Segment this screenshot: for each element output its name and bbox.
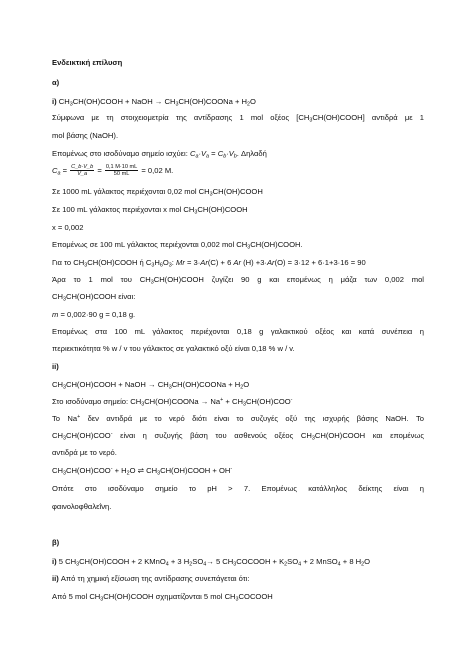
fraction-values: $\frac{0,1 M\cdot 10 mL}{50 mL}$ <box>105 164 138 178</box>
part-b-ii-line: ii) Από τη χημική εξίσωση της αντίδρασης συνεπάγεται ότι: <box>52 574 250 583</box>
heading: Ενδεικτική επίλυση <box>52 58 123 67</box>
line-content-2: περιεκτικότητα % w / v του γάλακτος σε γαλακτικό οξύ είναι 0,18 % w / v. <box>52 344 295 353</box>
line-moles-result: Επομένως σε 100 mL γάλακτος περιέχονται 0,002 mol $CH_3CH(OH)COOH$. <box>52 240 303 251</box>
line-mass-intro: $CH_3CH(OH)COOH$ είναι: <box>52 292 136 303</box>
equivalence-point-line: Επομένως στο ισοδύναμο σημείο ισχύει: $C_a\cdot V_a = C_b\cdot V_b$. Δηλαδή <box>52 149 267 160</box>
fraction-formula: $\frac{C\_b\cdot V\_b}{V\_a}$ <box>71 164 94 178</box>
line-mass-1mol: Άρα το 1 mol του $CH_3CH(OH)COOH$ ζυγίζει 90 g και επομένως η μάζα των 0,002 mol <box>52 275 424 286</box>
line-1000ml: Σε 1000 mL γάλακτος περιέχονται 0,02 mol $CH_3CH(OH)COOH$ <box>52 187 263 198</box>
conjugate-base-explanation: $CH_3CH(OH)COO^-$ είναι η συζυγής βάση του ασθενούς οξέος $CH_3CH(OH)COOH$ και επομένως <box>52 431 424 442</box>
line-molar-mass: Για το $CH_3CH(OH)COOH$ ή $C_3H_6O_3$: Mr = 3·Ar(C) + 6 Ar (H) +3·Ar(O) = 3·12 + 6·1+3·16 = 90 <box>52 258 366 269</box>
line-100ml: Σε 100 mL γάλακτος περιέχονται x mol $CH_3CH(OH)COOH$ <box>52 205 248 216</box>
sodium-explanation: Το Na+ δεν αντιδρά με το νερό διότι είναι το συζυγές οξύ της ισχυρής βάσης NaOH. Το <box>52 414 424 423</box>
part-a-ii-label: ii) <box>52 362 59 371</box>
redox-reaction: i) 5 $CH_3CH(OH)COOH + 2$ KMnO$_4$ + 3 $H_2SO_4\to 5$ $CH_3COCOOH + K_2SO_4 + 2$ MnSO$_4$ + 8 $H_2O$ <box>52 557 371 568</box>
part-b-label: β) <box>52 538 60 547</box>
hydrolysis-equilibrium: $CH_3CH(OH)COO^- + H_2O$ ⇌ $CH_3CH(OH)COOH + OH^-$ <box>52 466 233 477</box>
concentration-calculation: $C_a$ = $\frac{C\_b\cdot V\_b}{V\_a}$ = $\frac{0,1 M\cdot 10 mL}{50 mL}$ = 0,02 M. <box>52 164 174 178</box>
reacts-with-water: αντιδρά με το νερό. <box>52 448 117 457</box>
pyruvic-formation-line: Από 5 mol $CH_3CH(OH)COOH$ σχηματίζονται 5 mol $CH_3COCOOH$ <box>52 592 273 603</box>
reaction-2: $CH_3CH(OH)COOH$ + NaOH → $CH_3CH(OH)COONa + H_2O$ <box>52 380 250 391</box>
stoichiometry-line-1: Σύμφωνα με τη στοιχειομετρία της αντίδρασης 1 mol οξέος $[CH_3CH(OH)COOH]$ αντιδρά με 1 <box>52 113 424 124</box>
reaction-1: i) $CH_3CH(OH)COOH$ + NaOH → $CH_3CH(OH)COONa + H_2O$ <box>52 97 256 108</box>
ph-conclusion: Οπότε στο ισοδύναμο σημείο το pH > 7. Επομένως κατάλληλος δείκτης είναι η <box>52 484 424 493</box>
part-a-label: α) <box>52 78 60 87</box>
indicator-name: φαινολοφθαλεΐνη. <box>52 502 112 511</box>
dissociation-line: Στο ισοδύναμο σημείο: $CH_3CH(OH)COONa \to Na^+ + CH_3CH(OH)COO^-$ <box>52 397 293 408</box>
stoichiometry-line-2: mol βάσης (NaOH). <box>52 131 119 140</box>
line-content-1: Επομένως στα 100 mL γάλακτος περιέχονται 0,18 g γαλακτικού οξέος και κατά συνέπεια η <box>52 327 424 336</box>
line-x-value: x = 0,002 <box>52 223 84 232</box>
line-mass-result: m = 0,002·90 g = 0,18 g. <box>52 310 136 319</box>
